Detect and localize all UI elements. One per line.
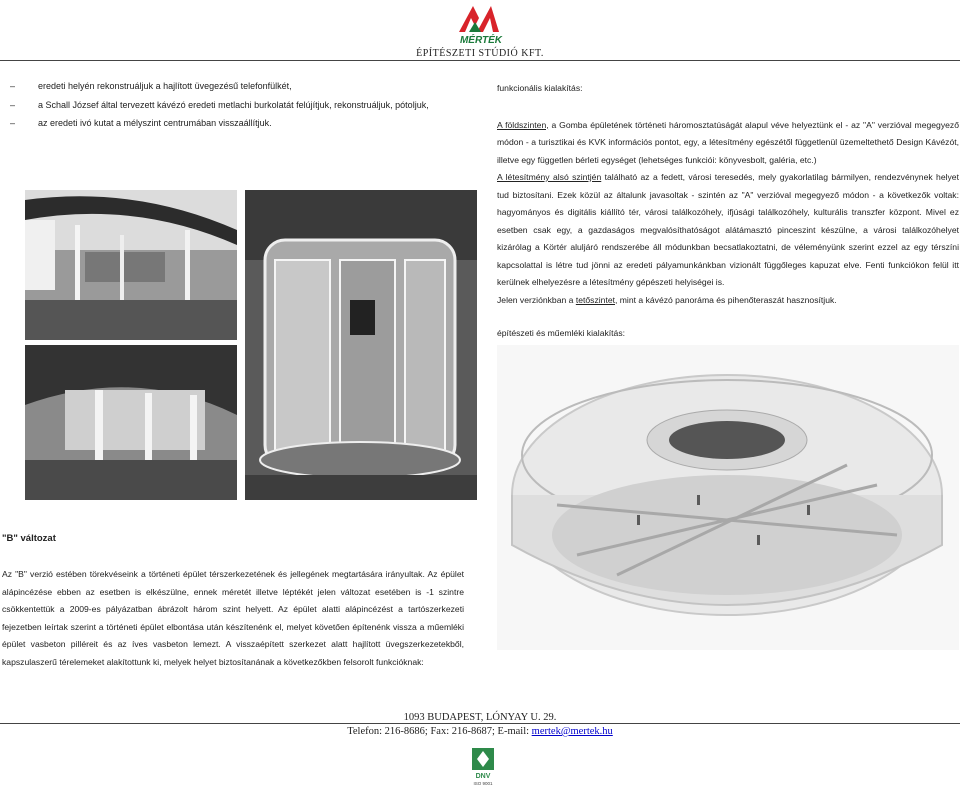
list-item: – a Schall József által tervezett kávézó eredeti metlachi burkolatát felújítjuk, rekonstruáljuk, pótoljuk, bbox=[0, 99, 470, 111]
header-rule bbox=[0, 60, 960, 61]
section-b-paragraph: Az "B" verzió estében törekvéseink a történeti épület térszerkezetének és jellegének megtartására irányultak. Az épület alápincézése ebben az esetben is elkészülne, ennek méretét illetve léptékét jelen változat esetében is -1 szintre csökkentettük a 2009-es pályázatban ábrázolt három szint helyett. Az épület alatti alápincézést a tartószerkezeti fejezetben leírtak szerint a történeti épület elbontása után készítenénk el, melyet követően építenénk vissza a műemléki épület vasbeton pilléreit és az íves vasbeton lemezt. A visszaépített szerkezet alatt hajlított üvegszerkezetekből, kapszulaszerű térelemeket alakítottunk ki, melyek helyet biztosítanának a következőkben felsorolt funkcióknak: bbox=[2, 569, 464, 667]
underlined-text: A létesítmény alsó szintjén bbox=[497, 172, 602, 182]
list-item: – az eredeti ivó kutat a mélyszint centrumában visszaállítjuk. bbox=[0, 117, 470, 129]
svg-text:ISO 9001: ISO 9001 bbox=[473, 781, 493, 786]
architectural-rendering bbox=[497, 345, 959, 650]
bullet-list bbox=[0, 80, 470, 136]
underlined-text: tetőszintet, bbox=[575, 294, 618, 305]
list-item: – eredeti helyén rekonstruáljuk a hajlított üvegezésű telefonfülkét, bbox=[0, 80, 470, 92]
functional-section bbox=[497, 80, 959, 343]
paragraph: A létesítmény alsó szintjén található az a fedett, városi teresedés, mely gyakorlatilag bármilyen, rendezvénynek helyet tud biztosítani. Ezek közül az általunk javasoltak - szintén az "A" verzióval megegyező módon - a következők voltak: hagyományos és digitális kiállító tér, városi találkozóhely, ifjúsági találkozóhely, kulturális transzfer központ. Mivel ez esetben csak egy, a gazdaságos megvalósíthatóságot alátámasztó pinceszint készülne, a városi találkozóhelyet kizárólag a Körtér aluljáró rendszerébe áll módunkban becsatlakoztatni, de véleményünk szerint ezzel az egy térszíni kapcsolattal is létre tud jönni az eredeti pályamunkánkban vizionált függőleges kapuzat elve. Fenti funkciókon felül itt kerülnek elhelyezésre a létesítmény gépészeti helyiségei is. bbox=[497, 172, 959, 287]
section-heading: építészeti és műemléki kialakítás: bbox=[497, 328, 626, 338]
mertek-logo bbox=[455, 2, 507, 46]
footer-contact: Telefon: 216-8686; Fax: 216-8687; E-mail: mertek@mertek.hu bbox=[347, 726, 613, 737]
section-title: "B" változat bbox=[2, 533, 56, 544]
underside-photo bbox=[25, 345, 237, 500]
footer-rule bbox=[0, 723, 960, 724]
svg-text:DNV: DNV bbox=[475, 773, 491, 780]
footer-address: 1093 BUDAPEST, LÓNYAY U. 29. bbox=[403, 712, 557, 723]
svg-text:MÉRTÉK: MÉRTÉK bbox=[459, 35, 503, 46]
paragraph: A földszinten, a Gomba épületének történeti háromosztatúságát alapul véve helyeztünk el - az "A" verzióval megegyező módon - a turisztikai és KVK információs pontot, egy, a létesítmény egészétől függetlenül üzemeltethető Design Kávézót, illetve egy független bérleti egységet (lehetséges funkciói: könyvesbolt, galéria, etc.) bbox=[497, 119, 959, 165]
underlined-text: A földszinten, bbox=[497, 119, 549, 130]
phone-booth-photo bbox=[245, 190, 477, 500]
studio-name: ÉPÍTÉSZETI STÚDIÓ KFT. bbox=[416, 48, 544, 59]
email-link[interactable]: mertek@mertek.hu bbox=[531, 726, 613, 737]
dnv-cert-icon bbox=[472, 748, 494, 786]
canopy-photo bbox=[25, 190, 237, 340]
section-heading: funkcionális kialakítás: bbox=[497, 83, 583, 93]
paragraph: Jelen verziónkban a tetőszintet, mint a kávézó panoráma és pihenőteraszát hasznosítjuk. bbox=[497, 294, 837, 305]
